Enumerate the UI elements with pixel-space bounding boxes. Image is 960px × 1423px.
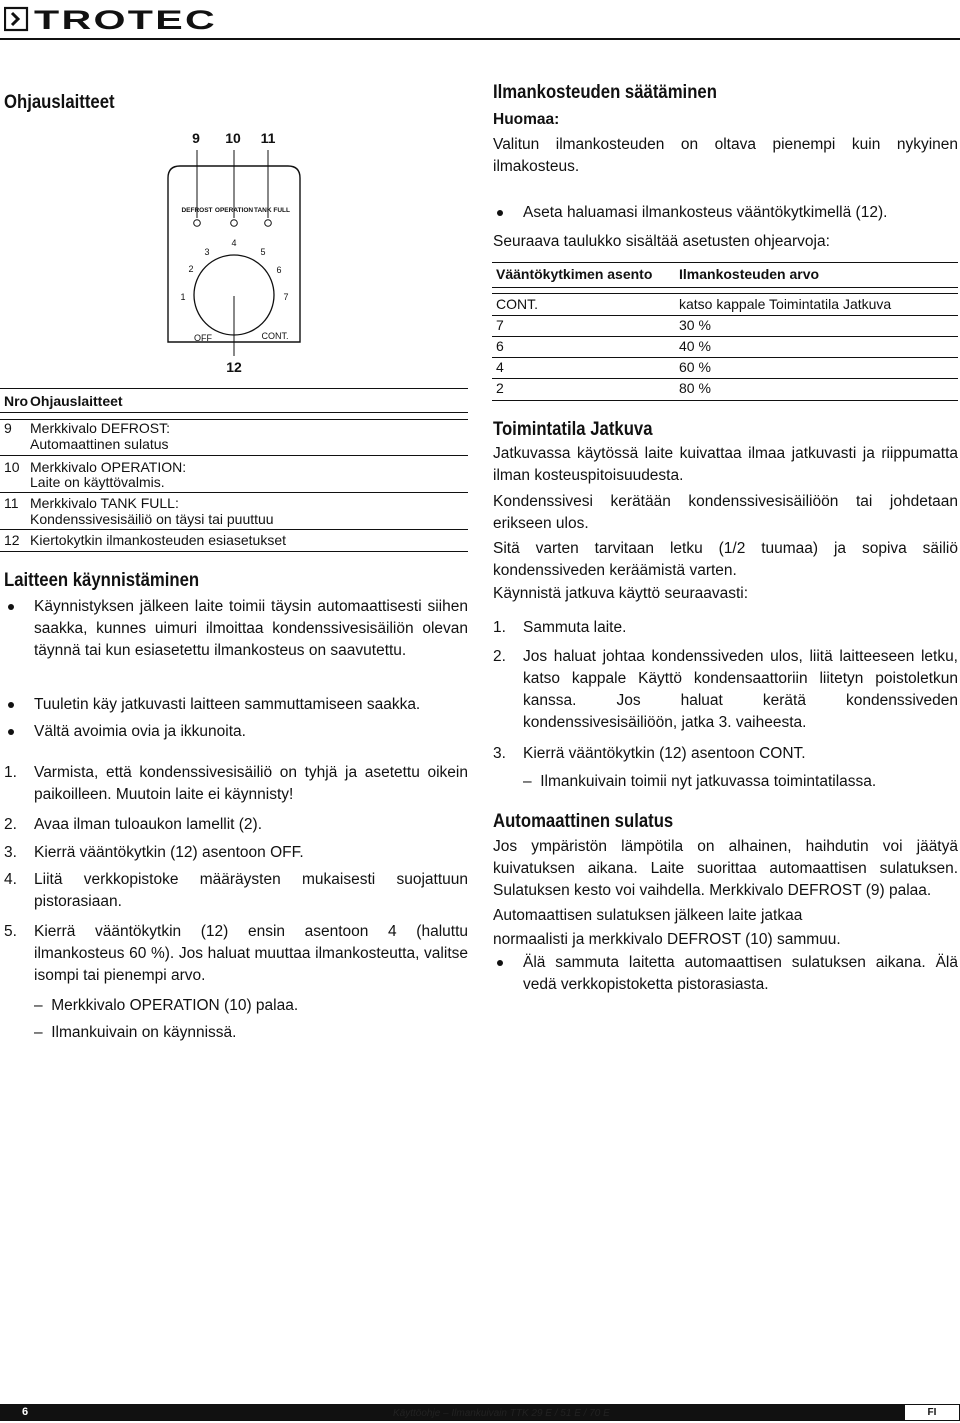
callout-9: 9 (192, 130, 200, 146)
table-cell: 6 (496, 338, 504, 354)
paragraph: Käynnistä jatkuva käyttö seuraavasti: (493, 585, 749, 602)
table-row-10-line2: Laite on käyttövalmis. (30, 474, 165, 490)
paragraph: Jatkuvassa käytössä laite kuivattaa ilmaa jatkuvasti ja riippumatta ilman kosteuspitoisuudesta. (493, 445, 958, 484)
table-row-9-nro: 9 (4, 420, 12, 436)
result-item: – Ilmankuivain on käynnissä. (34, 1024, 237, 1041)
list-item: Aseta haluamasi ilmankosteus vääntökytkimellä (12). (493, 202, 958, 224)
table-cell: 30 % (679, 317, 711, 333)
bullet-icon (497, 210, 503, 216)
step-item: 5. Kierrä vääntökytkin (12) ensin asentoon 4 (haluttu ilmankosteus 60 %). Jos haluat muuttaa ilmankosteutta, valitse isompi tai pienempi arvo. (4, 923, 468, 984)
table-row-9-line1: Merkkivalo DEFROST: (30, 420, 171, 436)
bullet-icon (8, 604, 14, 610)
section-title-humidity: Ilmankosteuden säätäminen (493, 82, 717, 103)
svg-text:OFF: OFF (194, 333, 212, 343)
label-operation: OPERATION (214, 207, 254, 214)
table-header-controls: Ohjauslaitteet (30, 393, 123, 409)
page-title: Ohjauslaitteet (4, 92, 115, 113)
bullet-icon (8, 729, 14, 735)
paragraph: Automaattisen sulatuksen jälkeen laite jatkaa (493, 907, 803, 924)
section-title-defrost: Automaattinen sulatus (493, 811, 674, 832)
result-item: – Merkkivalo OPERATION (10) palaa. (34, 997, 299, 1014)
table-cell: 80 % (679, 380, 711, 396)
svg-text:TROTEC: TROTEC (34, 6, 217, 32)
list-item: Käynnistyksen jälkeen laite toimii täysin automaattisesti siihen saakka, kunnes uimuri ilmoittaa kondenssivesisäiliön olevan täynnä tai kun esiasetettu ilmankosteus on saavutettu. (4, 596, 468, 662)
table-cell: 60 % (679, 359, 711, 375)
step-item: 3. Kierrä vääntökytkin (12) asentoon CONT. (493, 745, 806, 762)
table-row-11-nro: 11 (4, 495, 19, 511)
table-cell: katso kappale Toimintatila Jatkuva (679, 296, 892, 312)
step-item: 3. Kierrä vääntökytkin (12) asentoon OFF. (4, 844, 304, 861)
svg-text:CONT.: CONT. (261, 331, 289, 341)
table-header-position: Vääntökytkimen asento (496, 266, 653, 282)
table-row-11-line2: Kondenssivesisäiliö on täysi tai puuttuu (30, 511, 274, 527)
table-cell: 7 (496, 317, 504, 333)
dash-icon: – (523, 773, 541, 790)
svg-text:3: 3 (204, 247, 210, 257)
paragraph: Sitä varten tarvitaan letku (1/2 tuumaa) ja sopiva säiliö kondenssiveden keräämistä varten. (493, 540, 958, 579)
table-header-nro: Nro (4, 393, 29, 409)
list-item: Älä sammuta laitetta automaattisen sulatuksen aikana. Älä vedä verkkopistoketta pistorasiasta. (493, 952, 958, 996)
language-code: FI (927, 1407, 937, 1418)
step-item: 1. Varmista, että kondenssivesisäiliö on tyhjä ja asetettu oikein paikoilleen. Muutoin laite ei käynnisty! (4, 764, 468, 803)
bullet-icon (497, 960, 503, 966)
list-item: Vältä avoimia ovia ja ikkunoita. (4, 721, 468, 743)
svg-text:4: 4 (231, 238, 237, 248)
svg-text:2: 2 (188, 264, 194, 274)
paragraph: Kondenssivesi kerätään kondenssivesisäiliöön tai johdetaan erikseen ulos. (493, 493, 958, 532)
callout-10: 10 (225, 130, 241, 146)
document-title: Käyttöohje – Ilmankuivain TTK 29 E / 51 E / 70 E (393, 1408, 610, 1419)
step-item: 2. Jos haluat johtaa kondenssiveden ulos, liitä laitteeseen letku, katso kappale Käyttö kondensaattoriin liitetyn poistoletkun kanssa. Jos haluat kerätä kondenssiveden kondenssivesisäiliöön, jatka 3. vaiheesta. (493, 648, 958, 731)
table-cell: 4 (496, 359, 504, 375)
section-title-start: Laitteen käynnistäminen (4, 570, 200, 591)
dash-icon: – (34, 997, 52, 1014)
callout-12: 12 (226, 359, 242, 375)
table-row-10-line1: Merkkivalo OPERATION: (30, 459, 187, 475)
dash-icon: – (34, 1024, 52, 1041)
callout-11: 11 (260, 130, 276, 146)
note-text: Valitun ilmankosteuden on oltava pienempi kuin nykyinen ilmakosteus. (493, 136, 958, 175)
label-defrost: DEFROST (181, 207, 213, 214)
indicator-tank-full (265, 220, 272, 227)
bullet-icon (8, 702, 14, 708)
table-row-12-nro: 12 (4, 532, 20, 548)
paragraph: Jos ympäristön lämpötila on alhainen, haihdutin voi jäätyä kuivatuksen aikana. Laite suorittaa automaattisen sulatuksen. Sulatuksen kesto voi vaihdella. Merkkivalo DEFROST (9) palaa. (493, 838, 958, 899)
table-intro: Seuraava taulukko sisältää asetusten ohjearvoja: (493, 233, 830, 250)
step-item: 1. Sammuta laite. (493, 619, 627, 636)
indicator-operation (231, 220, 238, 227)
list-item: Tuuletin käy jatkuvasti laitteen sammuttamiseen saakka. (4, 694, 468, 716)
trotec-logo (4, 6, 219, 32)
step-item: 2. Avaa ilman tuloaukon lamellit (2). (4, 816, 263, 833)
table-header-value: Ilmankosteuden arvo (679, 266, 820, 282)
svg-text:1: 1 (180, 292, 186, 302)
label-tank-full: TANK FULL (254, 207, 290, 214)
svg-text:5: 5 (260, 247, 266, 257)
svg-text:7: 7 (283, 292, 289, 302)
result-item: – Ilmankuivain toimii nyt jatkuvassa toimintatilassa. (523, 773, 877, 790)
note-label: Huomaa: (493, 111, 560, 128)
table-row-10-nro: 10 (4, 459, 20, 475)
svg-text:6: 6 (276, 265, 282, 275)
table-row-9-line2: Automaattinen sulatus (30, 436, 169, 452)
header-rule (0, 38, 960, 40)
table-cell: 40 % (679, 338, 711, 354)
paragraph: normaalisti ja merkkivalo DEFROST (10) sammuu. (493, 931, 841, 948)
table-row-11-line1: Merkkivalo TANK FULL: (30, 495, 179, 511)
page-number: 6 (22, 1406, 29, 1418)
control-panel-figure (150, 120, 470, 385)
indicator-defrost (194, 220, 201, 227)
table-cell: 2 (496, 380, 504, 396)
step-item: 4. Liitä verkkopistoke määräysten mukaisesti suojattuun pistorasiaan. (4, 871, 468, 910)
section-title-continuous: Toimintatila Jatkuva (493, 419, 653, 440)
table-cell: CONT. (496, 296, 538, 312)
table-row-12-line1: Kiertokytkin ilmankosteuden esiasetukset (30, 532, 287, 548)
